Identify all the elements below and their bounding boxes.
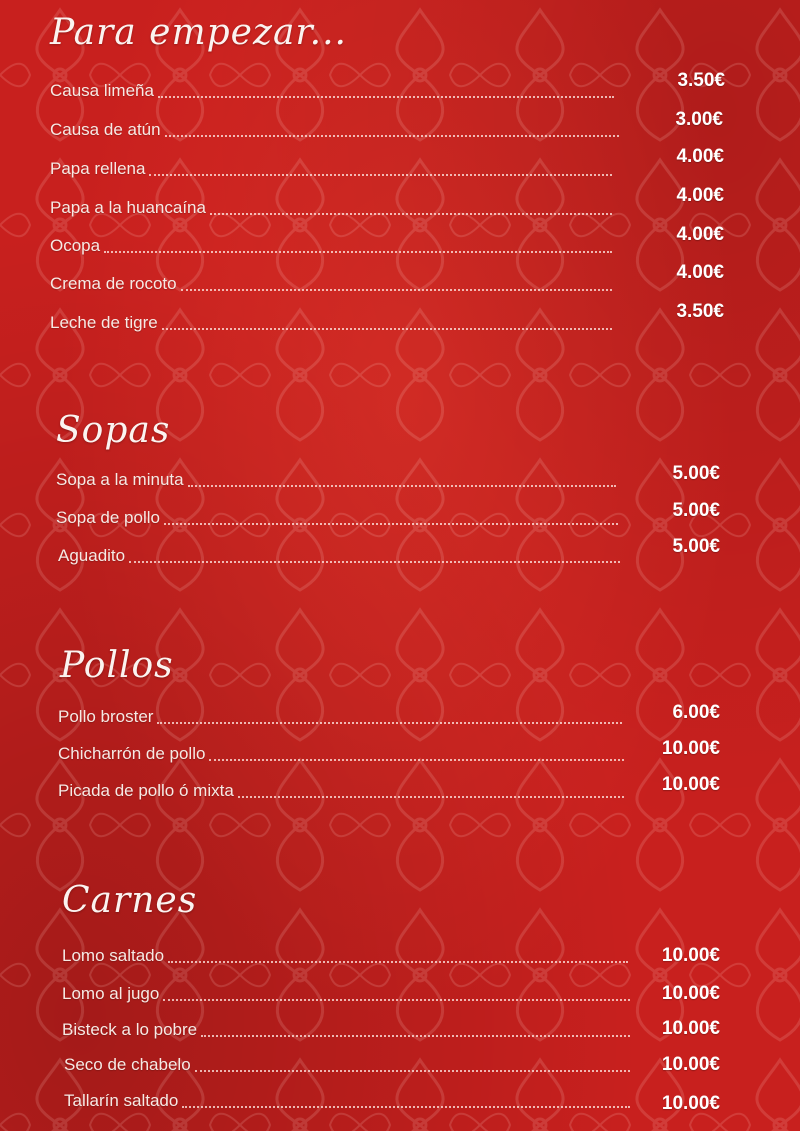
menu-item [50, 304, 618, 334]
menu-item-price: 5.00€ [672, 463, 720, 484]
menu-item-name: Tallarín saltado [64, 1091, 179, 1110]
menu-item-price: 10.00€ [661, 738, 720, 759]
menu-item [58, 772, 630, 802]
menu-item-name: Lomo saltado [62, 946, 165, 965]
dotted-leader [163, 998, 630, 1001]
menu-item [62, 975, 636, 1005]
dotted-leader [129, 560, 620, 563]
menu-item-name: Papa rellena [50, 159, 146, 178]
menu-item [62, 1011, 636, 1041]
dotted-leader [181, 288, 612, 291]
menu-item-name: Causa limeña [50, 81, 154, 100]
dotted-leader [165, 134, 619, 137]
menu-item-name: Chicharrón de pollo [58, 744, 206, 763]
menu-item-price: 10.00€ [661, 1093, 720, 1114]
menu-item-price: 5.00€ [672, 500, 720, 521]
menu-item [50, 189, 618, 219]
menu-item-price: 4.00€ [676, 146, 724, 167]
menu-item [50, 265, 618, 295]
menu-item-name: Pollo broster [58, 707, 154, 726]
menu-item-name: Ocopa [50, 236, 101, 255]
menu-item-price: 3.50€ [677, 70, 725, 91]
menu-item-price: 10.00€ [661, 774, 720, 795]
menu-item-name: Leche de tigre [50, 313, 158, 332]
menu-item-name: Crema de rocoto [50, 274, 177, 293]
menu-item [50, 150, 618, 180]
menu-item [50, 72, 620, 102]
menu-item-name: Causa de atún [50, 120, 161, 139]
menu-item-price: 3.00€ [675, 109, 723, 130]
menu-item [58, 698, 628, 728]
dotted-leader [158, 95, 614, 98]
menu-item [64, 1046, 636, 1076]
menu-item-name: Bisteck a lo pobre [62, 1020, 198, 1039]
menu-item-price: 10.00€ [661, 1054, 720, 1075]
menu-item-price: 10.00€ [661, 1018, 720, 1039]
section-title: Carnes [62, 880, 198, 921]
section-title: Sopas [56, 410, 171, 451]
menu-item-price: 5.00€ [672, 536, 720, 557]
menu-item-price: 4.00€ [676, 224, 724, 245]
menu-item-price: 10.00€ [661, 945, 720, 966]
menu-item-price: 10.00€ [661, 983, 720, 1004]
menu-item [50, 227, 618, 257]
menu-item [64, 1082, 636, 1112]
menu-item [56, 499, 624, 529]
menu-item-name: Sopa a la minuta [56, 470, 184, 489]
dotted-leader [201, 1034, 630, 1037]
menu-item-name: Papa a la huancaína [50, 198, 206, 217]
menu-item-price: 6.00€ [672, 702, 720, 723]
section-title: Para empezar... [50, 12, 347, 53]
dotted-leader [182, 1105, 630, 1108]
dotted-leader [162, 327, 612, 330]
menu-item [56, 461, 622, 491]
menu-item-name: Aguadito [58, 546, 126, 565]
dotted-leader [188, 484, 616, 487]
dotted-leader [149, 173, 612, 176]
menu-item-name: Picada de pollo ó mixta [58, 781, 234, 800]
menu-item [58, 537, 626, 567]
dotted-leader [157, 721, 622, 724]
dotted-leader [104, 250, 612, 253]
dotted-leader [168, 960, 628, 963]
dotted-leader [210, 212, 612, 215]
dotted-leader [164, 522, 618, 525]
menu-item [62, 937, 634, 967]
menu-item [50, 111, 625, 141]
dotted-leader [195, 1069, 630, 1072]
menu-item-name: Seco de chabelo [64, 1055, 191, 1074]
dotted-leader [238, 795, 624, 798]
menu-item [58, 735, 630, 765]
menu-item-price: 4.00€ [676, 262, 724, 283]
section-title: Pollos [60, 645, 174, 686]
dotted-leader [209, 758, 624, 761]
menu-item-name: Lomo al jugo [62, 984, 160, 1003]
menu-item-name: Sopa de pollo [56, 508, 160, 527]
menu-item-price: 3.50€ [676, 301, 724, 322]
menu-item-price: 4.00€ [676, 185, 724, 206]
